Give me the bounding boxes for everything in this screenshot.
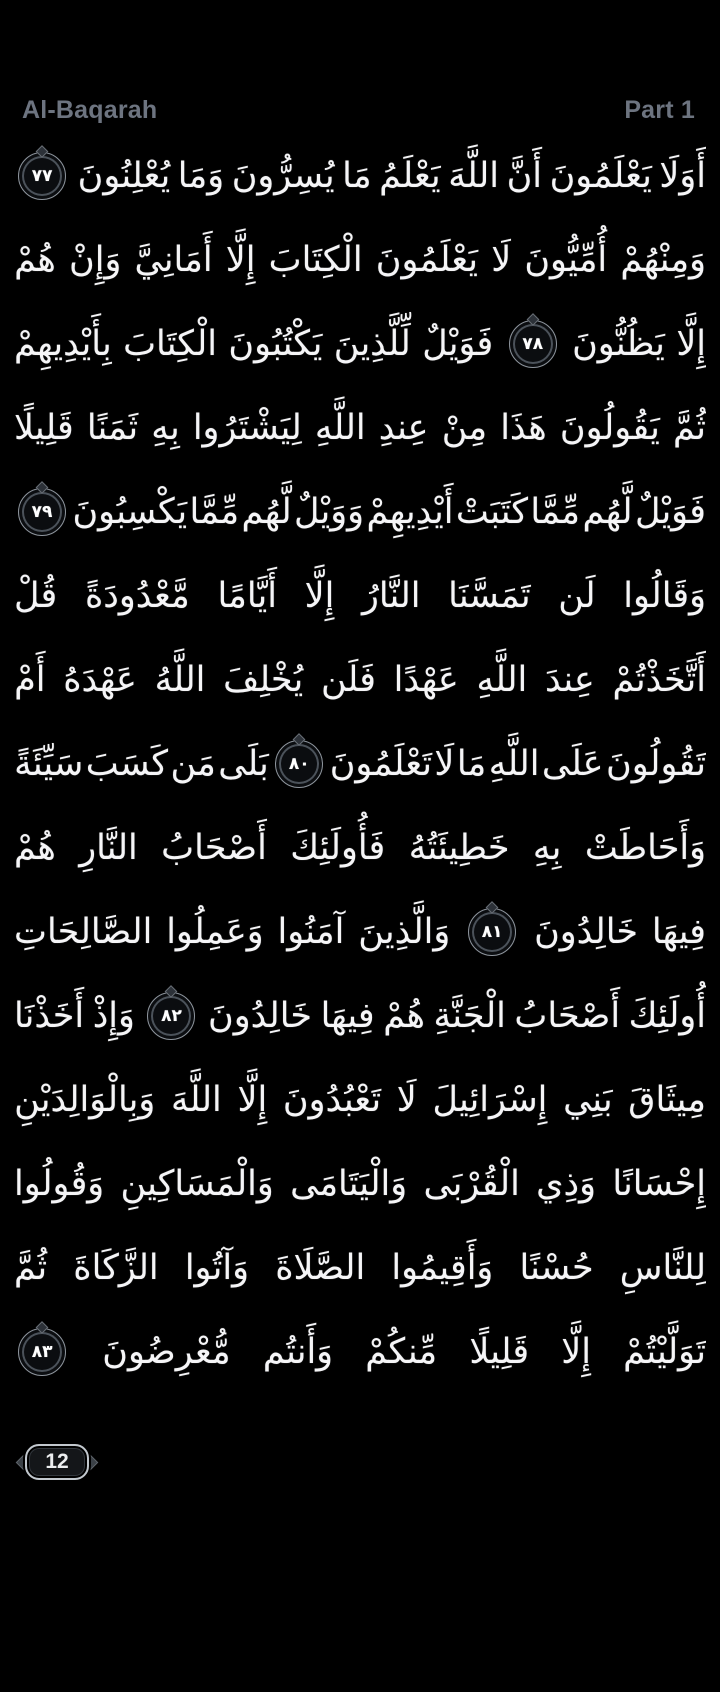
- quran-word: الْكِتَابَ: [123, 324, 217, 364]
- quran-word: مَّعْدُودَةً: [84, 576, 190, 616]
- quran-word: الصَّالِحَاتِ: [14, 912, 153, 952]
- quran-word: مِنْ: [441, 408, 488, 448]
- quran-word: وَقَالُوا: [623, 576, 706, 616]
- quran-word: مِيثَاقَ: [628, 1080, 706, 1120]
- quran-word: يُخْلِفَ: [223, 660, 304, 700]
- quran-word: وَقُولُوا: [14, 1164, 105, 1204]
- quran-word: وَآتُوا: [184, 1248, 250, 1288]
- quran-word: عَهْدًا: [393, 660, 459, 700]
- quran-word: اللَّهُ: [154, 660, 206, 700]
- verse-number: ٧٨: [522, 333, 544, 354]
- quran-word: وَأَحَاطَتْ: [584, 828, 706, 868]
- mushaf-line: [14, 806, 706, 890]
- quran-word: أَيْدِيهِمْ: [366, 492, 454, 532]
- quran-word: وَإِنْ: [69, 240, 122, 280]
- quran-word: آمَنُوا: [277, 912, 345, 952]
- quran-word: أُولَئِكَ: [628, 996, 706, 1036]
- quran-word: بَلَى: [218, 744, 269, 784]
- verse-number: ٧٩: [31, 501, 53, 522]
- quran-word: بِهِ: [532, 828, 562, 868]
- quran-word: وَوَيْلٌ: [294, 492, 365, 532]
- mushaf-line: [14, 722, 706, 806]
- verse-number: ٨١: [481, 921, 503, 942]
- quran-word: يَعْلَمُونَ: [375, 240, 478, 280]
- mushaf-line: [14, 470, 706, 554]
- quran-word: هُمْ: [14, 240, 56, 280]
- quran-word: اللَّهِ: [476, 660, 528, 700]
- quran-word: أَصْحَابُ: [161, 828, 267, 868]
- page-header: [0, 92, 720, 128]
- quran-word: يُسِرُّونَ: [231, 156, 335, 196]
- page-number-row: [0, 1444, 720, 1480]
- mushaf-line: [14, 638, 706, 722]
- quran-word: فَلَن: [320, 660, 376, 700]
- quran-word: أَصْحَابُ: [514, 996, 621, 1036]
- quran-word: اللَّهِ: [314, 408, 366, 448]
- verse-end-marker: [509, 320, 557, 368]
- mushaf-line: [14, 1058, 706, 1142]
- mushaf-line: [14, 302, 706, 386]
- quran-word: لَا: [396, 1080, 417, 1120]
- quran-word: تَقُولُونَ: [606, 744, 706, 784]
- quran-word: ثُمَّ: [672, 408, 706, 448]
- quran-word: تَوَلَّيْتُمْ: [623, 1332, 706, 1372]
- quran-word: مُّعْرِضُونَ: [102, 1332, 231, 1372]
- quran-word: لِيَشْتَرُوا: [192, 408, 302, 448]
- quran-word: أُمِّيُّونَ: [524, 240, 608, 280]
- mushaf-line: [14, 386, 706, 470]
- verse-number: ٨٠: [288, 753, 310, 774]
- quran-word: وَأَقِيمُوا: [391, 1248, 494, 1288]
- quran-word: أَمَانِيَّ: [134, 240, 213, 280]
- quran-word: لَّهُم: [582, 492, 633, 532]
- quran-word: عَلَى: [541, 744, 604, 784]
- quran-word: قُلْ: [14, 576, 58, 616]
- quran-word: عِندَ: [544, 660, 595, 700]
- quran-word: أَنَّ: [506, 156, 543, 196]
- mushaf-line: [14, 890, 706, 974]
- quran-word: اللَّهِ: [488, 744, 540, 784]
- quran-word: وَإِذْ: [92, 996, 135, 1036]
- quran-word: سَيِّئَةً: [14, 744, 84, 784]
- quran-word: تَعْلَمُونَ: [329, 744, 432, 784]
- quran-word: عَهْدَهُ: [63, 660, 137, 700]
- quran-word: وَالْيَتَامَى: [290, 1164, 408, 1204]
- quran-word: خَالِدُونَ: [534, 912, 639, 952]
- quran-word: تَعْبُدُونَ: [282, 1080, 382, 1120]
- quran-app-screen: [0, 92, 720, 1692]
- mushaf-line: [14, 134, 706, 218]
- quran-word: النَّارُ: [361, 576, 421, 616]
- page-number-pill: [25, 1444, 89, 1480]
- quran-word: لَّهُم: [241, 492, 292, 532]
- quran-word: وَمَا: [177, 156, 225, 196]
- quran-word: هُمْ: [383, 996, 425, 1036]
- verse-number: ٨٣: [31, 1341, 53, 1362]
- quran-word: فِيهَا: [320, 996, 375, 1036]
- quran-word: أَمْ: [14, 660, 46, 700]
- quran-word: وَبِالْوَالِدَيْنِ: [14, 1080, 156, 1120]
- quran-word: الصَّلَاةَ: [275, 1248, 366, 1288]
- quran-word: يُعْلِنُونَ: [77, 156, 171, 196]
- quran-word: فَوَيْلٌ: [422, 324, 494, 364]
- quran-word: هَذَا: [500, 408, 547, 448]
- quran-word: بِأَيْدِيهِمْ: [14, 324, 112, 364]
- verse-end-marker: [275, 740, 323, 788]
- quran-word: إِلَّا: [561, 1332, 591, 1372]
- mushaf-line: [14, 974, 706, 1058]
- quran-word: لَا: [434, 744, 455, 784]
- verse-end-marker: [18, 152, 66, 200]
- mushaf-line: [14, 1226, 706, 1310]
- quran-word: مِّمَّا: [530, 492, 581, 532]
- quran-word: يَعْلَمُ: [379, 156, 441, 196]
- verse-number: ٧٧: [31, 165, 53, 186]
- verse-end-marker: [18, 1328, 66, 1376]
- verse-end-marker: [468, 908, 516, 956]
- quran-word: النَّارِ: [79, 828, 138, 868]
- surah-name: Al-Baqarah: [22, 95, 158, 124]
- quran-word: ثَمَنًا: [86, 408, 139, 448]
- quran-word: وَأَنتُم: [262, 1332, 334, 1372]
- quran-word: خَطِيئَتُهُ: [408, 828, 510, 868]
- quran-word: خَالِدُونَ: [208, 996, 312, 1036]
- mushaf-line: [14, 1142, 706, 1226]
- quran-word: وَمِنْهُمْ: [620, 240, 706, 280]
- quran-word: إِلَّا: [304, 576, 335, 616]
- quran-word: الْقُرْبَى: [423, 1164, 520, 1204]
- quran-word: بِهِ: [151, 408, 180, 448]
- mushaf-text-area[interactable]: [0, 134, 720, 1394]
- quran-word: لَن: [558, 576, 596, 616]
- quran-word: حُسْنًا: [519, 1248, 594, 1288]
- quran-word: يَكْتُبُونَ: [228, 324, 323, 364]
- mushaf-line: [14, 554, 706, 638]
- quran-word: الْجَنَّةِ: [433, 996, 506, 1036]
- quran-word: إِحْسَانًا: [612, 1164, 706, 1204]
- juz-indicator: Part 1: [624, 95, 695, 124]
- quran-word: مِّنكُمْ: [365, 1332, 438, 1372]
- quran-word: يَظُنُّونَ: [572, 324, 665, 364]
- verse-end-marker: [147, 992, 195, 1040]
- quran-word: يَكْسِبُونَ: [72, 492, 188, 532]
- quran-word: أَيَّامًا: [217, 576, 277, 616]
- quran-word: أَتَّخَذْتُمْ: [612, 660, 706, 700]
- quran-word: اللَّهَ: [448, 156, 499, 196]
- quran-word: ثُمَّ: [14, 1248, 48, 1288]
- quran-word: فَأُولَئِكَ: [290, 828, 386, 868]
- quran-word: مَن: [170, 744, 216, 784]
- page-number: 12: [45, 1450, 69, 1473]
- quran-word: أَخَذْنَا: [14, 996, 85, 1036]
- quran-word: إِسْرَائِيلَ: [432, 1080, 548, 1120]
- quran-word: إِلَّا: [237, 1080, 268, 1120]
- quran-word: كَسَبَ: [85, 744, 168, 784]
- quran-word: الزَّكَاةَ: [73, 1248, 159, 1288]
- verse-number: ٨٢: [161, 1005, 182, 1026]
- quran-word: مَا: [456, 744, 487, 784]
- quran-word: مِّمَّا: [189, 492, 240, 532]
- quran-word: لِّلَّذِينَ: [333, 324, 411, 364]
- quran-word: اللَّهَ: [171, 1080, 222, 1120]
- quran-word: إِلَّا: [676, 324, 706, 364]
- quran-word: هُمْ: [14, 828, 56, 868]
- quran-word: وَعَمِلُوا: [166, 912, 264, 952]
- quran-word: بَنِي: [563, 1080, 613, 1120]
- page-number-badge[interactable]: [18, 1444, 96, 1480]
- quran-word: إِلَّا: [225, 240, 256, 280]
- quran-word: فِيهَا: [651, 912, 706, 952]
- quran-word: لِلنَّاسِ: [619, 1248, 706, 1288]
- quran-word: يَعْلَمُونَ: [549, 156, 652, 196]
- verse-end-marker: [18, 488, 66, 536]
- quran-word: قَلِيلًا: [14, 408, 74, 448]
- quran-word: أَوَلَا: [659, 156, 706, 196]
- quran-word: مَا: [342, 156, 372, 196]
- quran-word: لَا: [491, 240, 512, 280]
- quran-word: فَوَيْلٌ: [634, 492, 706, 532]
- quran-word: يَقُولُونَ: [559, 408, 660, 448]
- quran-word: كَتَبَتْ: [455, 492, 529, 532]
- mushaf-line: [14, 1310, 706, 1394]
- quran-word: قَلِيلًا: [469, 1332, 530, 1372]
- quran-word: وَذِي: [536, 1164, 597, 1204]
- quran-word: وَالْمَسَاكِينِ: [120, 1164, 274, 1204]
- quran-word: وَالَّذِينَ: [358, 912, 451, 952]
- quran-word: تَمَسَّنَا: [448, 576, 531, 616]
- mushaf-line: [14, 218, 706, 302]
- quran-word: الْكِتَابَ: [268, 240, 363, 280]
- quran-word: عِندِ: [378, 408, 429, 448]
